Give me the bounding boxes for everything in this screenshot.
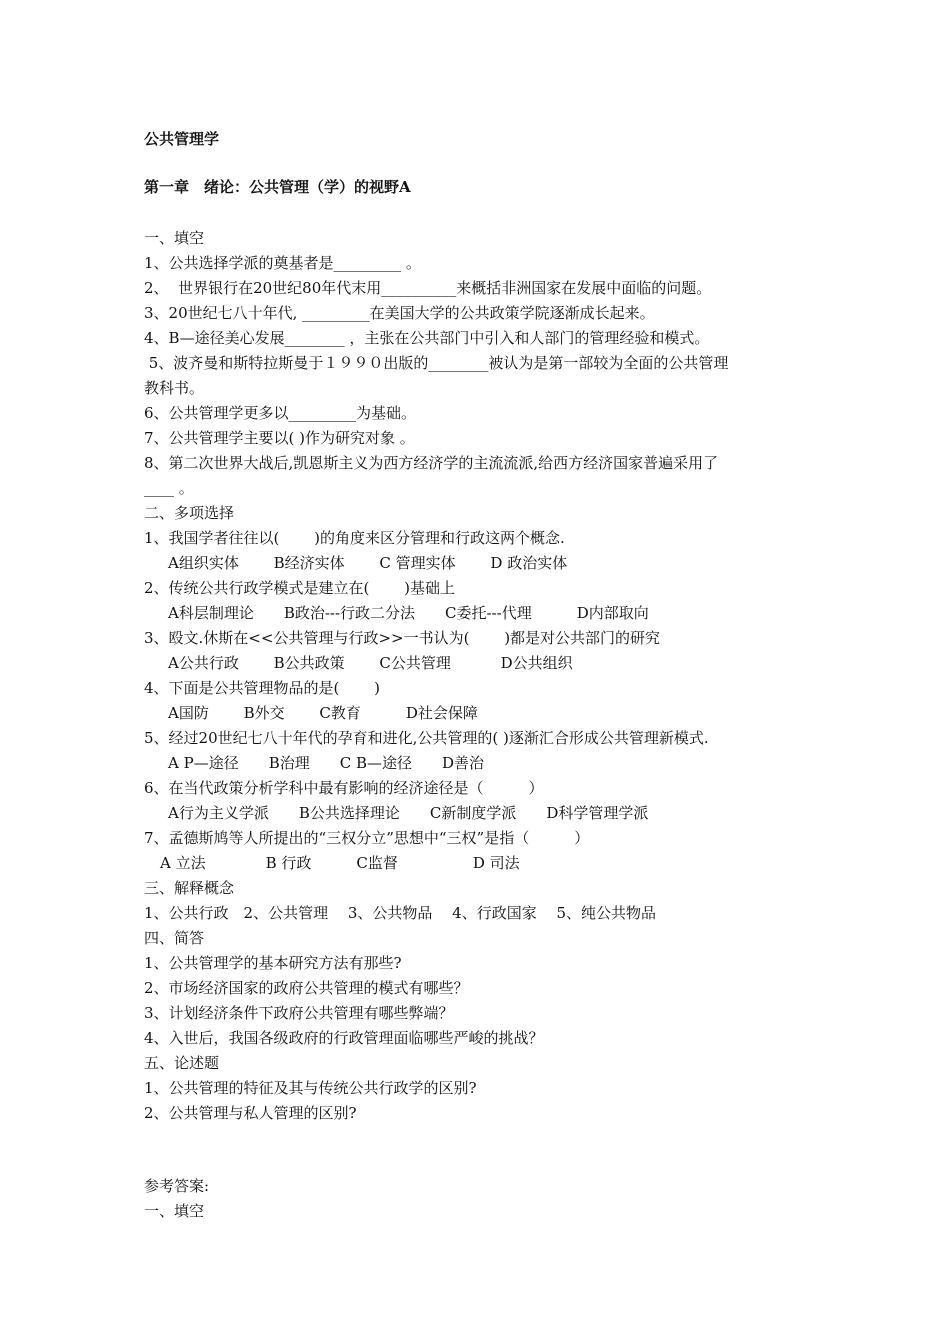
fill-blank-item: 8、第二次世界大战后,凯恩斯主义为西方经济学的主流流派,给西方经济国家普遍采用了 [144, 454, 719, 472]
fill-blank-item: 2、 世界银行在20世纪80年代末用__________来概括非洲国家在发展中面临的问题。 [144, 279, 712, 297]
short-answer-item: 3、计划经济条件下政府公共管理有哪些弊端？ [144, 1004, 454, 1022]
answers-heading: 参考答案: [144, 1177, 210, 1195]
essay-item: 1、公共管理的特征及其与传统公共行政学的区别? [144, 1079, 477, 1097]
choice-question: 2、传统公共行政学模式是建立在( )基础上 [144, 579, 456, 597]
fill-blank-item: 5、波齐曼和斯特拉斯曼于１９９０出版的________被认为是第一部较为全面的公共管理 [144, 354, 729, 372]
chapter-title: 第一章 绪论：公共管理（学）的视野A [144, 178, 411, 196]
choice-options: A国防 B外交 C教育 D社会保障 [168, 704, 478, 722]
section-heading-short-answer: 四、简答 [144, 929, 205, 947]
choice-question: 6、在当代政策分析学科中最有影响的经济途径是（ ） [144, 779, 544, 797]
fill-blank-item: 1、公共选择学派的奠基者是_________ 。 [144, 254, 421, 272]
choice-options: A公共行政 B公共政策 C公共管理 D公共组织 [168, 654, 573, 672]
choice-options: A组织实体 B经济实体 C 管理实体 D 政治实体 [168, 554, 568, 572]
fill-blank-item-continued: 教科书。 [144, 379, 205, 397]
choice-question: 5、经过20世纪七八十年代的孕育和进化,公共管理的( )逐渐汇合形成公共管理新模式. [144, 729, 709, 747]
choice-options: A P—途径 B治理 C B—途径 D善治 [168, 754, 485, 772]
concept-list: 1、公共行政 2、公共管理 3、公共物品 4、行政国家 5、纯公共物品 [144, 904, 657, 922]
choice-options: A行为主义学派 B公共选择理论 C新制度学派 D科学管理学派 [168, 804, 649, 822]
short-answer-item: 4、入世后，我国各级政府的行政管理面临哪些严峻的挑战？ [144, 1029, 544, 1047]
choice-question: 3、殴文.休斯在<<公共管理与行政>>一书认为( )都是对公共部门的研究 [144, 629, 661, 647]
choice-options: A科层制理论 B政治---行政二分法 C委托---代理 D内部取向 [168, 604, 649, 622]
choice-options: A 立法 B 行政 C监督 D 司法 [160, 854, 520, 872]
choice-question: 7、孟德斯鸠等人所提出的“三权分立”思想中“三权”是指（ ） [144, 829, 590, 847]
fill-blank-item: 4、B—途径美心发展________ ，主张在公共部门中引入和人部门的管理经验和模式。 [144, 329, 710, 347]
section-heading-concepts: 三、解释概念 [144, 879, 235, 897]
short-answer-item: 1、公共管理学的基本研究方法有那些? [144, 954, 402, 972]
essay-item: 2、公共管理与私人管理的区别? [144, 1104, 357, 1122]
fill-blank-item-continued: ____ 。 [144, 479, 194, 497]
answers-subheading: 一、填空 [144, 1202, 205, 1220]
document-title: 公共管理学 [144, 130, 220, 148]
choice-question: 1、我国学者往往以( )的角度来区分管理和行政这两个概念. [144, 529, 565, 547]
fill-blank-item: 3、20世纪七八十年代, _________在美国大学的公共政策学院逐渐成长起来。 [144, 304, 655, 322]
section-heading-essay: 五、论述题 [144, 1054, 220, 1072]
choice-question: 4、下面是公共管理物品的是( ) [144, 679, 381, 697]
short-answer-item: 2、市场经济国家的政府公共管理的模式有哪些？ [144, 979, 469, 997]
fill-blank-item: 7、公共管理学主要以( )作为研究对象 。 [144, 429, 415, 447]
fill-blank-item: 6、公共管理学更多以_________为基础。 [144, 404, 417, 422]
section-heading-multiple-choice: 二、多项选择 [144, 504, 235, 522]
section-heading-fill-blank: 一、填空 [144, 229, 205, 247]
